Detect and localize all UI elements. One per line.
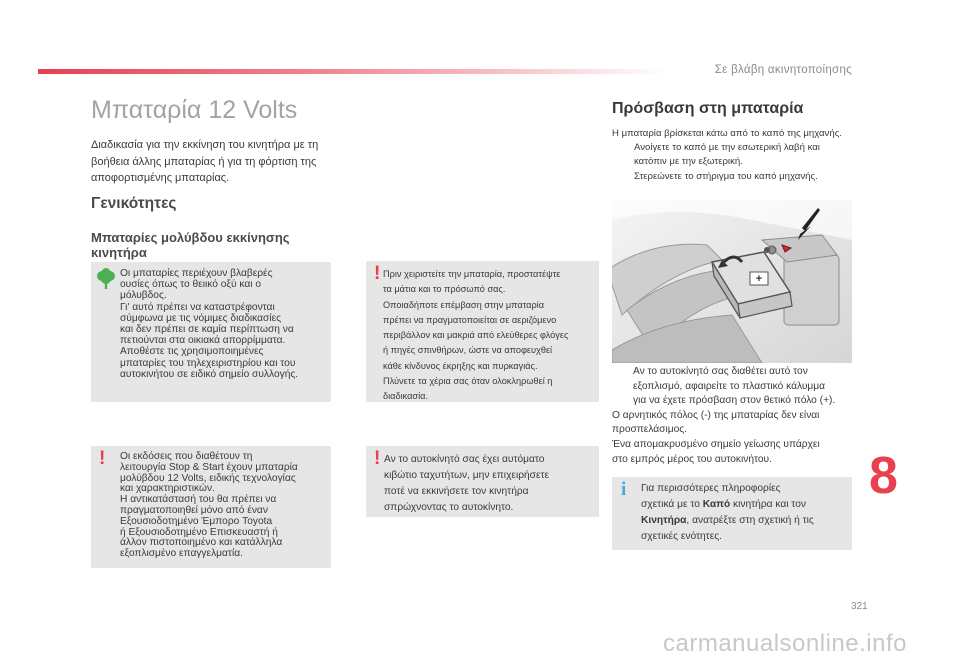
heading-lead-batteries: Μπαταρίες μολύβδου εκκίνησης κινητήρα — [91, 230, 290, 260]
text-line: Οι μπαταρίες περιέχουν βλαβερές — [120, 268, 273, 279]
text-line: προσπελάσιμος. — [612, 424, 688, 436]
text-line: ουσίες όπως το θειικό οξύ και ο — [120, 279, 261, 291]
more-info-note — [612, 477, 852, 550]
automatic-gearbox-warning — [366, 446, 599, 517]
text-line: ή Εξουσιοδοτημένο Επισκευαστή ή — [120, 526, 278, 538]
text-line: Γι' αυτό πρέπει να καταστρέφονται — [120, 301, 275, 313]
text-span: σχετικά με το — [641, 499, 703, 510]
text-line: σύμφωνα με τις νόμιμες διαδικασίες — [120, 312, 282, 324]
text-line: Αποθέστε τις χρησιμοποιημένες — [120, 346, 264, 358]
text-line: λειτουργία Stop & Start έχουν μπαταρία — [120, 461, 298, 473]
warning-exclamation-icon: ! — [374, 263, 381, 284]
tree-icon — [97, 268, 115, 290]
text-line: ποτέ να εκκινήσετε τον κινητήρα — [384, 486, 529, 497]
stopstart-warning — [91, 446, 331, 568]
text-line: κάθε κίνδυνος έκρηξης και πυρκαγιάς. — [383, 360, 538, 371]
text-line: μολύβδου 12 Volts, ειδικής τεχνολογίας — [120, 472, 296, 484]
stopstart-warning-text — [120, 452, 328, 560]
text-line: για να έχετε πρόσβαση στον θετικό πόλο (+). — [633, 395, 836, 407]
text-line: εξοπλισμό, αφαιρείτε το πλαστικό κάλυμμα — [633, 380, 826, 392]
safety-warning — [366, 261, 599, 402]
text-line: μόλυβδος. — [120, 290, 167, 302]
heading-battery-access: Πρόσβαση στη μπαταρία — [612, 100, 804, 117]
text-line: τα μάτια και το πρόσωπό σας. — [383, 284, 506, 295]
text-line: Οι εκδόσεις που διαθέτουν τη — [120, 451, 253, 462]
text-line: Οποιαδήποτε επέμβαση στην μπαταρία — [383, 299, 545, 310]
warning-exclamation-icon: ! — [374, 448, 381, 469]
text-line: Αν το αυτοκίνητό σας έχει αυτόματο — [384, 454, 545, 465]
text-line: άλλον πιστοποιημένο και κατάλληλα — [120, 537, 283, 549]
step-secure-prop: Στερεώνετε το στήριγμα του καπό μηχανής. — [634, 171, 818, 182]
battery-plus-label: + — [755, 273, 763, 285]
warning-exclamation-icon: ! — [99, 448, 106, 469]
chapter-number: 8 — [869, 447, 898, 505]
negative-terminal-note — [612, 365, 857, 467]
link-bonnet[interactable]: Καπό — [702, 499, 731, 510]
text-span: , ανατρέξτε στη σχετική ή τις — [686, 515, 814, 526]
text-line: εξοπλισμένο επαγγελματία. — [120, 548, 243, 560]
section-label: Σε βλάβη ακινητοποίησης — [714, 64, 852, 76]
engine-bay-illustration — [612, 200, 852, 363]
environment-note-text — [120, 268, 328, 380]
text-line: Εξουσιοδοτημένο Έμπορο Toyota — [120, 515, 273, 527]
text-line: πραγματοποιηθεί μόνο από έναν — [120, 504, 268, 516]
text-line: διαδικασία. — [383, 391, 428, 402]
text-line: σπρώχνοντας το αυτοκίνητο. — [384, 502, 514, 513]
text-line: Ανοίγετε το καπό με την εσωτερική λαβή και — [634, 142, 820, 153]
text-line: Η αντικατάστασή του θα πρέπει να — [120, 494, 277, 506]
automatic-gearbox-warning-text — [384, 452, 594, 516]
access-intro: Η μπαταρία βρίσκεται κάτω από το καπό της μηχανής. — [612, 128, 842, 139]
text-line — [641, 497, 849, 513]
header-accent-bar — [38, 69, 668, 74]
page-number: 321 — [851, 601, 868, 612]
page-title: Μπαταρία 12 Volts — [91, 96, 298, 124]
text-line: Ένα απομακρυσμένο σημείο γείωσης υπάρχει — [612, 438, 820, 450]
watermark: carmanualsonline.info — [663, 630, 907, 657]
more-info-text — [641, 481, 849, 545]
text-line: πρέπει να πραγματοποιείται σε αεριζόμενο — [383, 314, 557, 325]
text-line — [641, 513, 849, 529]
intro-paragraph: Διαδικασία για την εκκίνηση του κινητήρα με τη βοήθεια άλλης μπαταρίας ή για τη φόρτιση της αποφορτισμένης μπαταρίας. — [91, 139, 319, 184]
heading-general: Γενικότητες — [91, 195, 177, 212]
text-line: αυτοκινήτου σε ειδικό σημείο συλλογής. — [120, 368, 299, 380]
text-line: ή πηγές σπινθήρων, ώστε να αποφευχθεί — [383, 345, 553, 356]
text-line: κιβώτιο ταχυτήτων, μην επιχειρήσετε — [384, 470, 550, 481]
text-line: μπαταρίες του τηλεχειριστηρίου και του — [120, 357, 296, 369]
safety-warning-text — [383, 267, 595, 405]
text-span: κινητήρα και τον — [730, 499, 806, 510]
text-line: στο εμπρός μέρος του αυτοκινήτου. — [612, 453, 772, 465]
text-line: Πλύνετε τα χέρια σας όταν ολοκληρωθεί η — [383, 376, 553, 387]
environment-note — [91, 262, 331, 402]
text-line: και δεν πρέπει σε καμία περίπτωση να — [120, 324, 294, 336]
text-line: σχετικές ενότητες. — [641, 531, 722, 542]
text-line: Για περισσότερες πληροφορίες — [641, 483, 781, 494]
text-line: Ο αρνητικός πόλος (-) της μπαταρίας δεν είναι — [612, 409, 820, 421]
step-open-bonnet — [634, 141, 864, 170]
text-line: Αν το αυτοκίνητό σας διαθέτει αυτό τον — [633, 366, 808, 377]
text-line: πετιούνται στα οικιακά απορρίμματα. — [120, 335, 286, 347]
text-line: περιβάλλον και μακριά από ελεύθερες φλόγες — [383, 330, 569, 341]
text-line: κατόπιν με την εξωτερική. — [634, 156, 743, 168]
text-line: και χαρακτηριστικών. — [120, 483, 215, 495]
link-engine[interactable]: Κινητήρα — [641, 515, 687, 526]
text-line: Πριν χειριστείτε την μπαταρία, προστατέψτε — [383, 269, 561, 279]
info-icon: i — [621, 479, 627, 500]
